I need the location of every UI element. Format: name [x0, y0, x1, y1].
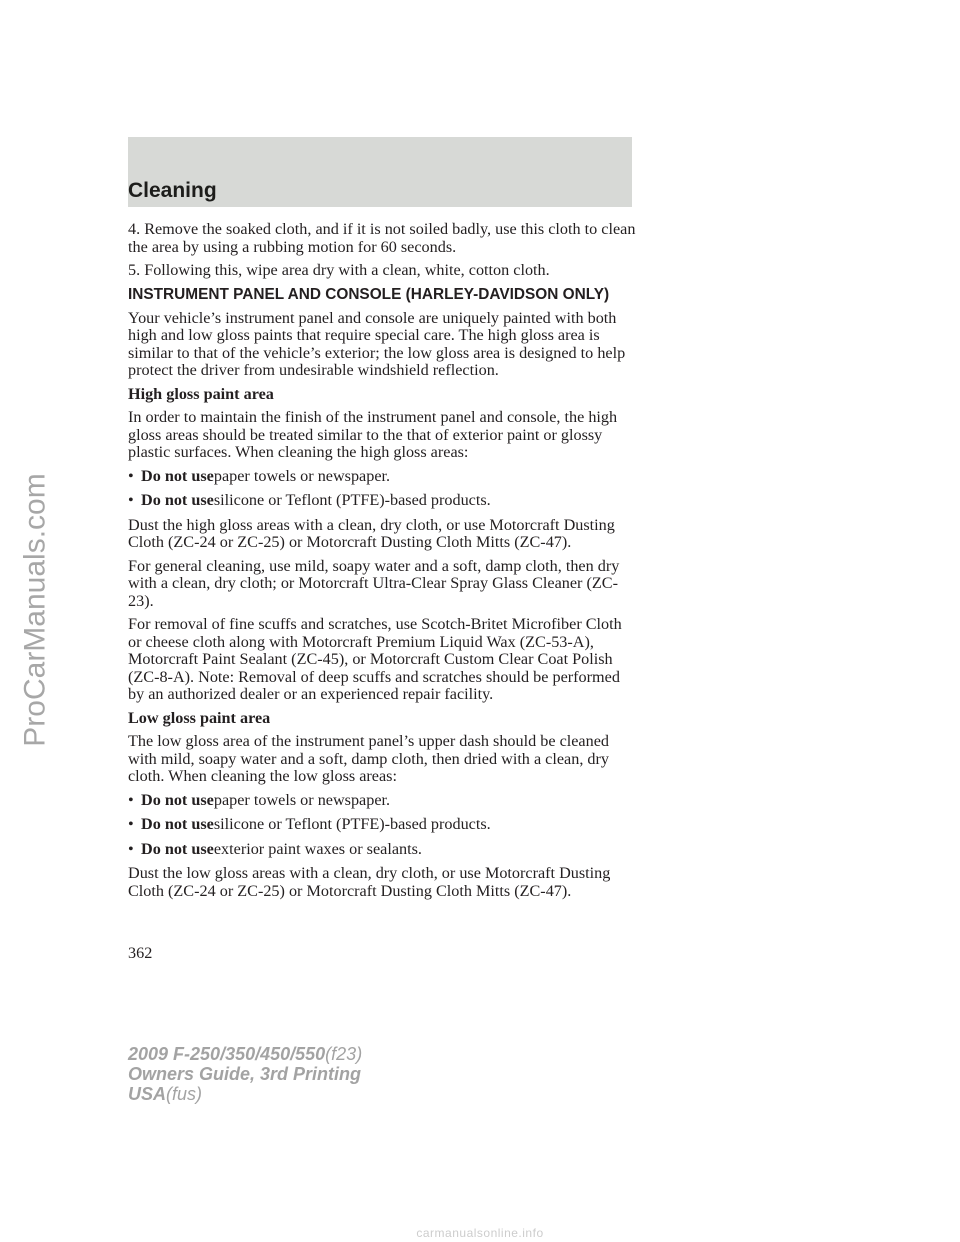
bullet-text: silicone or Teflont (PTFE)-based products. — [213, 815, 491, 833]
high-gloss-general-cleaning: For general cleaning, use mild, soapy water and a soft, damp cloth, then dry with a clean, dry cloth; or Motorcraft Ultra-Clear Spray Glass Cleaner (ZC-23). — [128, 556, 620, 610]
section-title: Cleaning — [128, 179, 217, 202]
high-gloss-scuff-removal: For removal of fine scuffs and scratches, use Scotch-Britet Microfiber Cloth or cheese cloth along with Motorcraft Premium Liquid Wax (ZC-53-A), Motorcraft Paint Sealant (ZC-45), or Motorcraft Custom Clear Coat Polish (ZC-8-A). Note: Removal of deep scuffs and scratches should be performed by an authorized dealer or an experienced repair facility. — [128, 615, 622, 703]
bullet-lead: Do not use — [141, 491, 214, 509]
bullet-text: paper towels or newspaper. — [213, 466, 391, 485]
step-4: 4. Remove the soaked cloth, and if it is not soiled badly, use this cloth to clean the area by using a rubbing motion for 60 seconds. — [128, 220, 636, 256]
high-gloss-intro: In order to maintain the finish of the instrument panel and console, the high gloss areas should be treated similar to the that of exterior paint or glossy plastic surfaces. When cleaning the high gloss areas: — [128, 408, 618, 461]
bullet-lead: Do not use — [141, 790, 214, 809]
low-gloss-bullet — [128, 792, 638, 810]
low-gloss-subheading: Low gloss paint area — [128, 708, 271, 727]
bullet-icon: • — [128, 790, 134, 809]
high-gloss-dusting: Dust the high gloss areas with a clean, dry cloth, or use Motorcraft Dusting Cloth (ZC-24 or ZC-25) or Motorcraft Dusting Cloth Mitts (ZC-47). — [128, 515, 615, 551]
bullet-icon: • — [128, 839, 134, 858]
step-5: 5. Following this, wipe area dry with a clean, white, cotton cloth. — [128, 261, 550, 279]
page-content — [128, 221, 638, 906]
high-gloss-bullet — [128, 492, 638, 510]
section-header — [128, 137, 632, 207]
low-gloss-bullet — [128, 816, 638, 834]
bullet-icon: • — [128, 815, 134, 833]
low-gloss-dusting: Dust the low gloss areas with a clean, dry cloth, or use Motorcraft Dusting Cloth (ZC-24 or ZC-25) or Motorcraft Dusting Cloth Mitts (ZC-47). — [128, 864, 611, 900]
bullet-lead: Do not use — [141, 839, 214, 858]
high-gloss-subheading: High gloss paint area — [128, 384, 274, 403]
side-watermark — [8, 310, 64, 910]
intro-paragraph: Your vehicle’s instrument panel and console are uniquely painted with both high and low gloss paints that require special care. The high gloss area is similar to that of the vehicle’s exterior; the low gloss area is designed to help protect the driver from undesirable windshield reflection. — [128, 308, 626, 379]
high-gloss-bullet — [128, 468, 638, 486]
footer-market-code: (fus) — [166, 1084, 203, 1104]
footer-model-code: (f23) — [325, 1044, 363, 1064]
footer-market: USA — [128, 1084, 167, 1104]
low-gloss-bullet — [128, 841, 638, 859]
bullet-text: paper towels or newspaper. — [213, 790, 391, 809]
document-footer — [128, 1044, 362, 1104]
bullet-lead: Do not use — [141, 815, 214, 833]
bullet-lead: Do not use — [141, 466, 214, 485]
bullet-text: exterior paint waxes or sealants. — [213, 839, 422, 858]
footer-guide: Owners Guide, 3rd Printing — [128, 1064, 362, 1084]
side-watermark-text: ProCarManuals.com — [19, 473, 52, 747]
bullet-icon: • — [128, 491, 134, 509]
page-number: 362 — [128, 944, 153, 962]
bullet-text: silicone or Teflont (PTFE)-based products. — [213, 491, 491, 509]
footer-market-line — [128, 1084, 362, 1104]
bottom-watermark: carmanualsonline.info — [416, 1226, 544, 1240]
section-heading: INSTRUMENT PANEL AND CONSOLE (HARLEY-DAVIDSON ONLY) — [128, 285, 610, 303]
footer-model: 2009 F-250/350/450/550 — [128, 1044, 326, 1064]
footer-model-line — [128, 1044, 362, 1064]
low-gloss-intro: The low gloss area of the instrument panel’s upper dash should be cleaned with mild, soapy water and a soft, damp cloth, then dried with a clean, dry cloth. When cleaning the low gloss areas: — [128, 732, 610, 785]
bullet-icon: • — [128, 466, 134, 485]
